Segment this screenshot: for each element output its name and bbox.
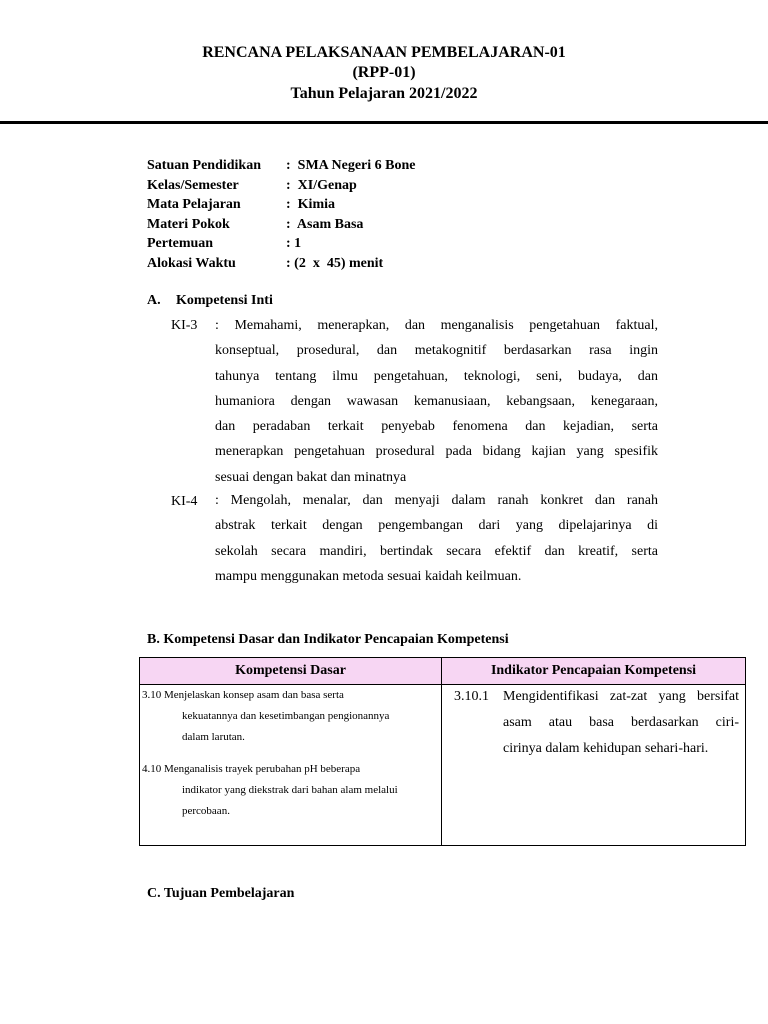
identity-label: Pertemuan (147, 236, 214, 251)
identity-value: : 1 (286, 236, 302, 251)
document-code: (RPP-01) (352, 64, 416, 81)
identity-row (147, 195, 415, 215)
ipk-line: asam atau basa berdasarkan ciri- (503, 715, 739, 730)
ki-4-line: abstrak terkait dengan pengembangan dari yang dipelajarinya di (215, 518, 658, 534)
kd-column-header: Kompetensi Dasar (140, 658, 442, 685)
ipk-line: cirinya dalam kehidupan sehari-hari. (503, 741, 709, 756)
ki-4-line: : Mengolah, menalar, dan menyaji dalam ranah konkret dan ranah (215, 493, 658, 508)
ki-3-line: humaniora dengan wawasan kemanusiaan, kebangsaan, kenegaraan, (215, 393, 658, 409)
identity-value: : SMA Negeri 6 Bone (286, 158, 416, 173)
ki-3-code: KI-3 (171, 318, 198, 333)
kd-item (142, 685, 441, 748)
ki-3-line: menerapkan pengetahuan prosedural pada bidang kajian yang spesifik (215, 444, 658, 460)
kd-item (142, 759, 441, 822)
identity-value: : Asam Basa (286, 216, 364, 232)
ipk-line: Mengidentifikasi zat-zat yang bersifat (503, 689, 739, 704)
identity-label: Mata Pelajaran (147, 197, 241, 212)
kd-item-first-line: 4.10 Menganalisis trayek perubahan pH beberapa (142, 763, 361, 775)
identity-row (147, 215, 415, 235)
identity-row (147, 156, 415, 176)
kd-cell (140, 685, 442, 846)
ki-3-line: tahunya tentang ilmu pengetahuan, teknologi, seni, budaya, dan (215, 368, 658, 384)
identity-label: Kelas/Semester (147, 177, 239, 193)
section-b-title: B. Kompetensi Dasar dan Indikator Pencapaian Kompetensi (147, 632, 509, 647)
ipk-cell (442, 685, 746, 846)
section-c-title: C. Tujuan Pembelajaran (147, 886, 295, 901)
ipk-column-header: Indikator Pencapaian Kompetensi (442, 658, 746, 685)
header-divider (0, 121, 768, 124)
ki-4-text (215, 488, 658, 589)
identity-block (147, 156, 415, 273)
identity-label: Materi Pokok (147, 216, 230, 232)
ki-3-line: konseptual, prosedural, dan metakognitif berdasarkan rasa ingin (215, 343, 658, 359)
kd-item-line: percobaan. (182, 805, 230, 817)
kd-item-line: dalam larutan. (182, 731, 245, 743)
identity-row (147, 234, 415, 254)
ki-3-line: : Memahami, menerapkan, dan menganalisis pengetahuan faktual, (215, 318, 658, 333)
identity-row (147, 176, 415, 196)
document-title: RENCANA PELAKSANAAN PEMBELAJARAN-01 (202, 44, 566, 61)
ki-4-code: KI-4 (171, 494, 198, 509)
academic-year: Tahun Pelajaran 2021/2022 (290, 85, 478, 102)
kd-item-line: indikator yang diekstrak dari bahan alam melalui (182, 784, 398, 796)
kd-item-line: kekuatannya dan kesetimbangan pengionannya (182, 710, 390, 722)
table-row (140, 685, 746, 846)
identity-value: : Kimia (286, 197, 335, 212)
ki-4-line: sekolah secara mandiri, bertindak secara efektif dan kreatif, serta (215, 543, 658, 559)
kd-ipk-table (139, 657, 746, 846)
kd-item-first-line: 3.10 Menjelaskan konsep asam dan basa serta (142, 689, 344, 701)
ipk-text (503, 684, 739, 762)
identity-label: Satuan Pendidikan (147, 158, 261, 173)
ipk-number: 3.10.1 (454, 689, 489, 704)
table-header-row (140, 658, 746, 685)
identity-value: : (2 x 45) menit (286, 255, 384, 271)
ki-3-text (215, 313, 658, 490)
ki-3-line: dan peradaban terkait penyebab fenomena dan kejadian, serta (215, 419, 658, 435)
ki-3-line: sesuai dengan bakat dan minatnya (215, 469, 407, 485)
identity-row (147, 254, 415, 274)
identity-label: Alokasi Waktu (147, 255, 236, 271)
identity-value: : XI/Genap (286, 177, 357, 193)
section-a-letter: A. (147, 293, 161, 308)
section-a-title: Kompetensi Inti (176, 293, 273, 308)
ki-4-line: mampu menggunakan metoda sesuai kaidah keilmuan. (215, 568, 522, 584)
